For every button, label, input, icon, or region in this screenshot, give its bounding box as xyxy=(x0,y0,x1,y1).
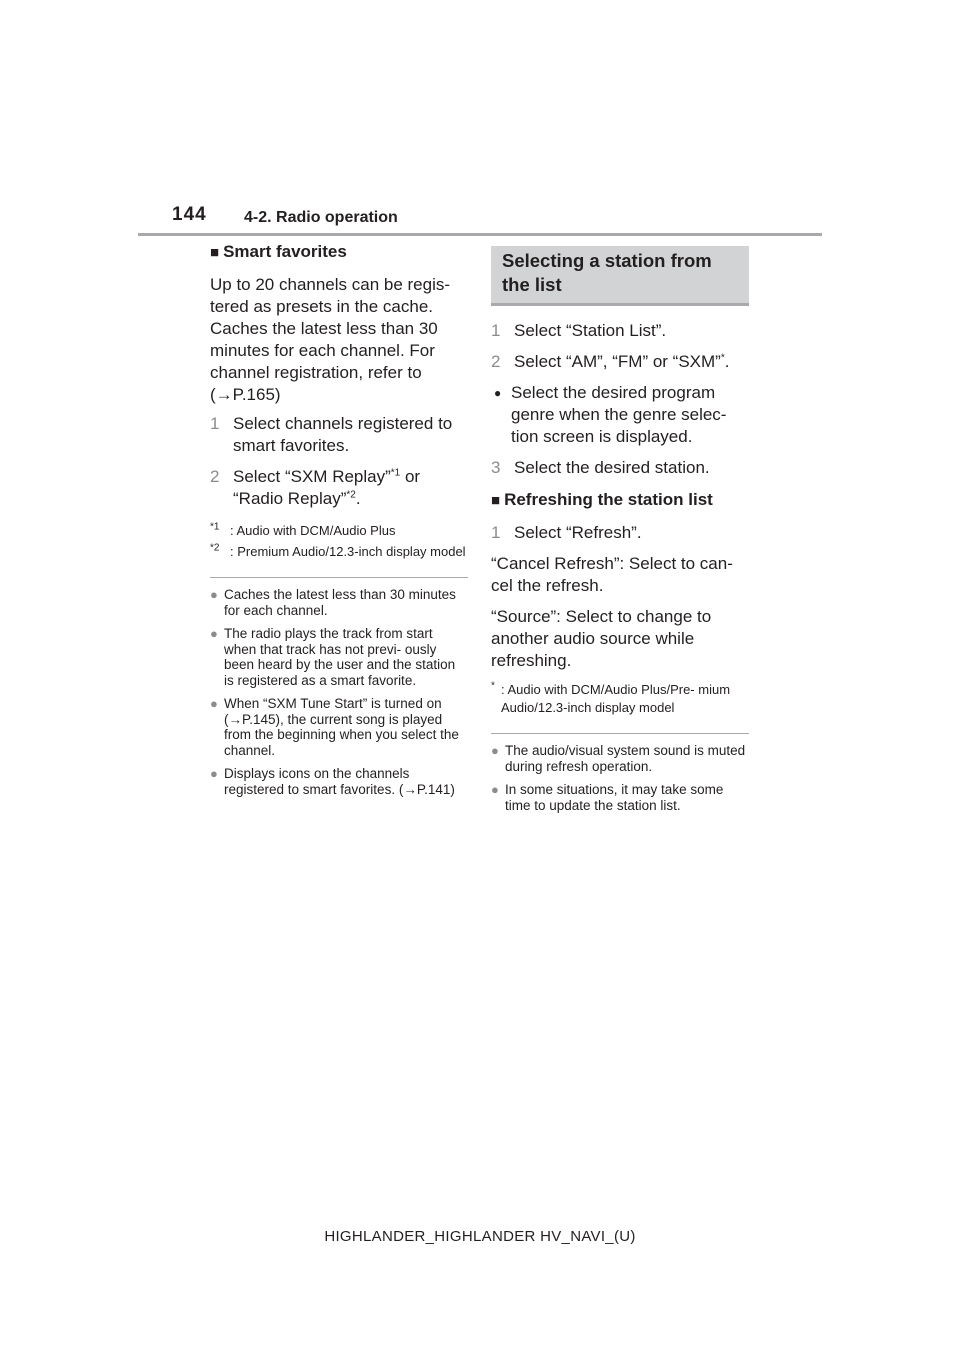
circle-bullet-icon: ● xyxy=(210,766,218,781)
note-item: ● In some situations, it may take some time to update the station list. xyxy=(491,782,724,813)
bullet-item: ● Select the desired program genre when the genre selec- tion screen is displayed. xyxy=(491,382,749,448)
step-2 xyxy=(491,351,749,373)
note-item: ● The audio/visual system sound is muted during refresh operation. xyxy=(491,743,746,774)
circle-bullet-icon: ● xyxy=(210,626,218,641)
station-list-heading: Selecting a station from the list xyxy=(491,246,749,306)
step-3 xyxy=(491,457,749,479)
paragraph-line: Caches the latest less than 30 xyxy=(210,319,438,338)
note-item: ● When “SXM Tune Start” is turned on (→P.145), the current song is played from the beginning when you select the channel. xyxy=(210,696,459,758)
square-bullet-icon: ■ xyxy=(491,492,501,509)
step-number: 3 xyxy=(491,458,501,477)
paragraph-line: channel registration, refer to xyxy=(210,363,422,382)
footnote-mark: *1 xyxy=(210,521,220,533)
source-paragraph: “Source”: Select to change to another audio source while refreshing. xyxy=(491,607,712,670)
paragraph-line: Up to 20 channels can be regis- xyxy=(210,275,451,294)
footnote-ref: *1 xyxy=(390,467,401,479)
step-number: 2 xyxy=(210,467,220,486)
page-reference: (→P.165) xyxy=(210,385,281,404)
step-text: Select “Station List”. xyxy=(514,321,667,340)
circle-bullet-icon: ● xyxy=(494,386,502,400)
footnote-text: : Audio with DCM/Audio Plus/Pre- mium Audio/12.3-inch display model xyxy=(501,682,731,715)
step-1 xyxy=(491,320,749,342)
circle-bullet-icon: ● xyxy=(491,782,499,797)
paragraph-line: tered as presets in the cache. xyxy=(210,297,434,316)
notes-divider xyxy=(491,733,749,734)
footnote-ref: *2 xyxy=(346,489,356,501)
footnote-mark: *2 xyxy=(210,542,220,554)
circle-bullet-icon: ● xyxy=(491,743,499,758)
step-2 xyxy=(210,466,468,510)
footnote-mark: * xyxy=(491,680,495,692)
step-text: Select channels registered to smart favorites. xyxy=(233,414,453,455)
note-item: ● Caches the latest less than 30 minutes for each channel. xyxy=(210,587,456,618)
arrow-right-icon: → xyxy=(215,385,233,404)
step-number: 2 xyxy=(491,352,501,371)
step-number: 1 xyxy=(491,321,501,340)
step-number: 1 xyxy=(491,523,501,542)
footnote-ref: * xyxy=(720,352,725,364)
step-text: Select “AM”, “FM” or “SXM”*. xyxy=(514,352,730,371)
step-text: Select the desired station. xyxy=(514,458,710,477)
arrow-right-icon: → xyxy=(403,781,417,797)
footnote-text: : Premium Audio/12.3-inch display model xyxy=(230,544,466,559)
circle-bullet-icon: ● xyxy=(210,696,218,711)
circle-bullet-icon: ● xyxy=(210,587,218,602)
note-item: ● The radio plays the track from start when that track has not previ- ously been heard by the user and the station is registered as a smart favorite. xyxy=(210,626,456,688)
square-bullet-icon: ■ xyxy=(210,244,220,261)
left-column xyxy=(210,240,468,805)
paragraph-line: minutes for each channel. For xyxy=(210,341,435,360)
arrow-right-icon: → xyxy=(228,711,242,727)
step-text: Select “Refresh”. xyxy=(514,523,642,542)
right-column xyxy=(491,246,749,821)
header-divider xyxy=(138,233,822,236)
page-number: 144 xyxy=(172,204,207,225)
section-title: 4-2. Radio operation xyxy=(244,209,398,226)
notes-divider xyxy=(210,577,468,578)
step-text: Select “SXM Replay”$^{*1}$ or “Radio Replay”$^{*2}$. xyxy=(233,467,421,508)
page-footer: HIGHLANDER_HIGHLANDER HV_NAVI_(U) xyxy=(324,1228,636,1245)
footnote-1 xyxy=(210,522,468,540)
footnote-text: : Audio with DCM/Audio Plus xyxy=(230,523,396,538)
step-number: 1 xyxy=(210,414,220,433)
cancel-refresh-paragraph: “Cancel Refresh”: Select to can- cel the refresh. xyxy=(491,554,733,595)
step-1 xyxy=(210,413,468,457)
smart-favorites-heading: ■ Smart favorites xyxy=(210,242,347,261)
smart-favorites-paragraph xyxy=(210,274,468,406)
footnote-2 xyxy=(210,543,468,561)
note-item: ● Displays icons on the channels registered to smart favorites. (→P.141) xyxy=(210,766,455,797)
refresh-step-1 xyxy=(491,522,749,544)
refresh-heading: ■ Refreshing the station list xyxy=(491,490,713,509)
footnote xyxy=(491,681,749,717)
